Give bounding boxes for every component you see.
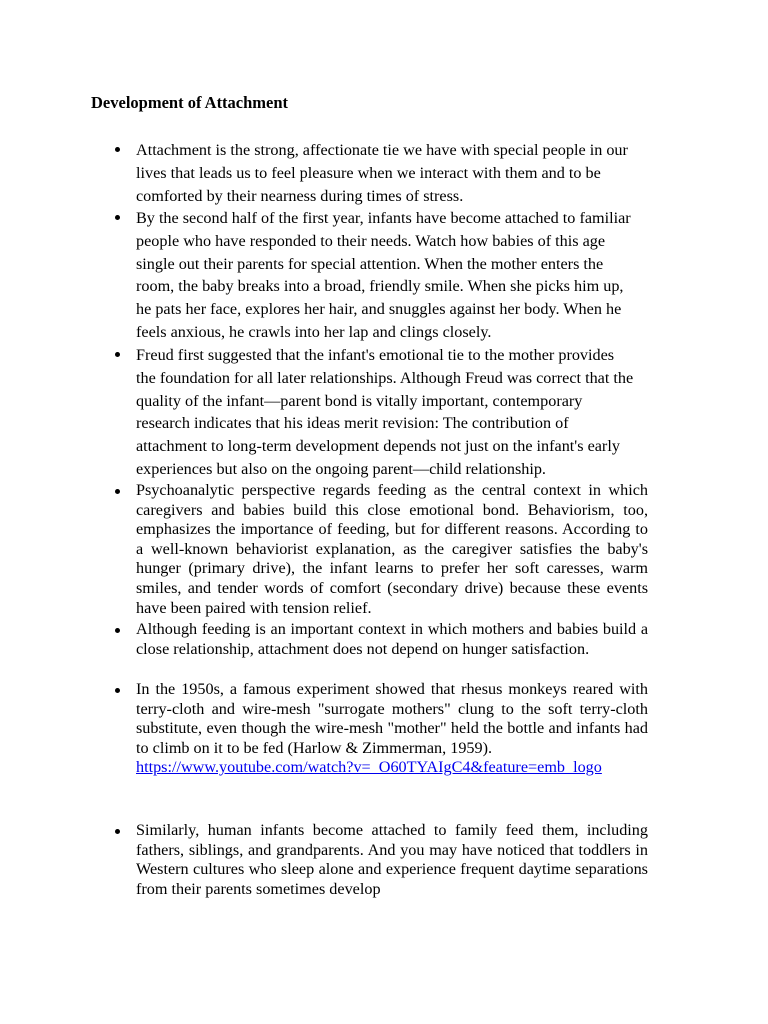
bullet-item: Freud first suggested that the infant's emotional tie to the mother provides the foundation for all later relationships. Although Freud was correct that the quality of the infant—parent bond is vitally important, contemporary research indicates that his ideas merit revision: The contribution of attachment to long-term development depends not just on the infant's early experiences but also on the ongoing parent—child relationship. <box>136 344 636 481</box>
bullet-item: Attachment is the strong, affectionate tie we have with special people in our lives that leads us to feel pleasure when we interact with them and to be comforted by their nearness during times of stress. <box>136 139 636 207</box>
bullet-text: In the 1950s, a famous experiment showed that rhesus monkeys reared with terry-cloth and wire-mesh "surrogate mothers" clung to the soft terry-cloth substitute, even though the wire-mesh "mother" held the bottle and infants had to climb on it to be fed (Harlow & Zimmerman, 1959). <box>136 680 648 757</box>
page-title: Development of Attachment <box>91 93 289 112</box>
youtube-link[interactable]: https://www.youtube.com/watch?v=_O60TYAIgC4&feature=emb_logo <box>136 758 602 777</box>
bullet-item: Similarly, human infants become attached to family feed them, including fathers, siblings, and grandparents. And you may have noticed that toddlers in Western cultures who sleep alone and experience frequent daytime separations from their parents sometimes develop <box>136 821 648 898</box>
bullet-item: Psychoanalytic perspective regards feeding as the central context in which caregivers and babies build this close emotional bond. Behaviorism, too, emphasizes the importance of feeding, but for different reasons. According to a well-known behaviorist explanation, as the caregiver satisfies the baby's hunger (primary drive), the infant learns to prefer her soft caresses, warm smiles, and tender words of comfort (secondary drive) because these events have been paired with tension relief. <box>136 481 648 617</box>
bullet-item <box>136 680 648 778</box>
bullet-item: Although feeding is an important context in which mothers and babies build a close relationship, attachment does not depend on hunger satisfaction. <box>136 620 648 658</box>
bullet-item: By the second half of the first year, infants have become attached to familiar people who have responded to their needs. Watch how babies of this age single out their parents for special attention. When the mother enters the room, the baby breaks into a broad, friendly smile. When she picks him up, he pats her face, explores her hair, and snuggles against her body. When he feels anxious, he crawls into her lap and clings closely. <box>136 207 636 344</box>
